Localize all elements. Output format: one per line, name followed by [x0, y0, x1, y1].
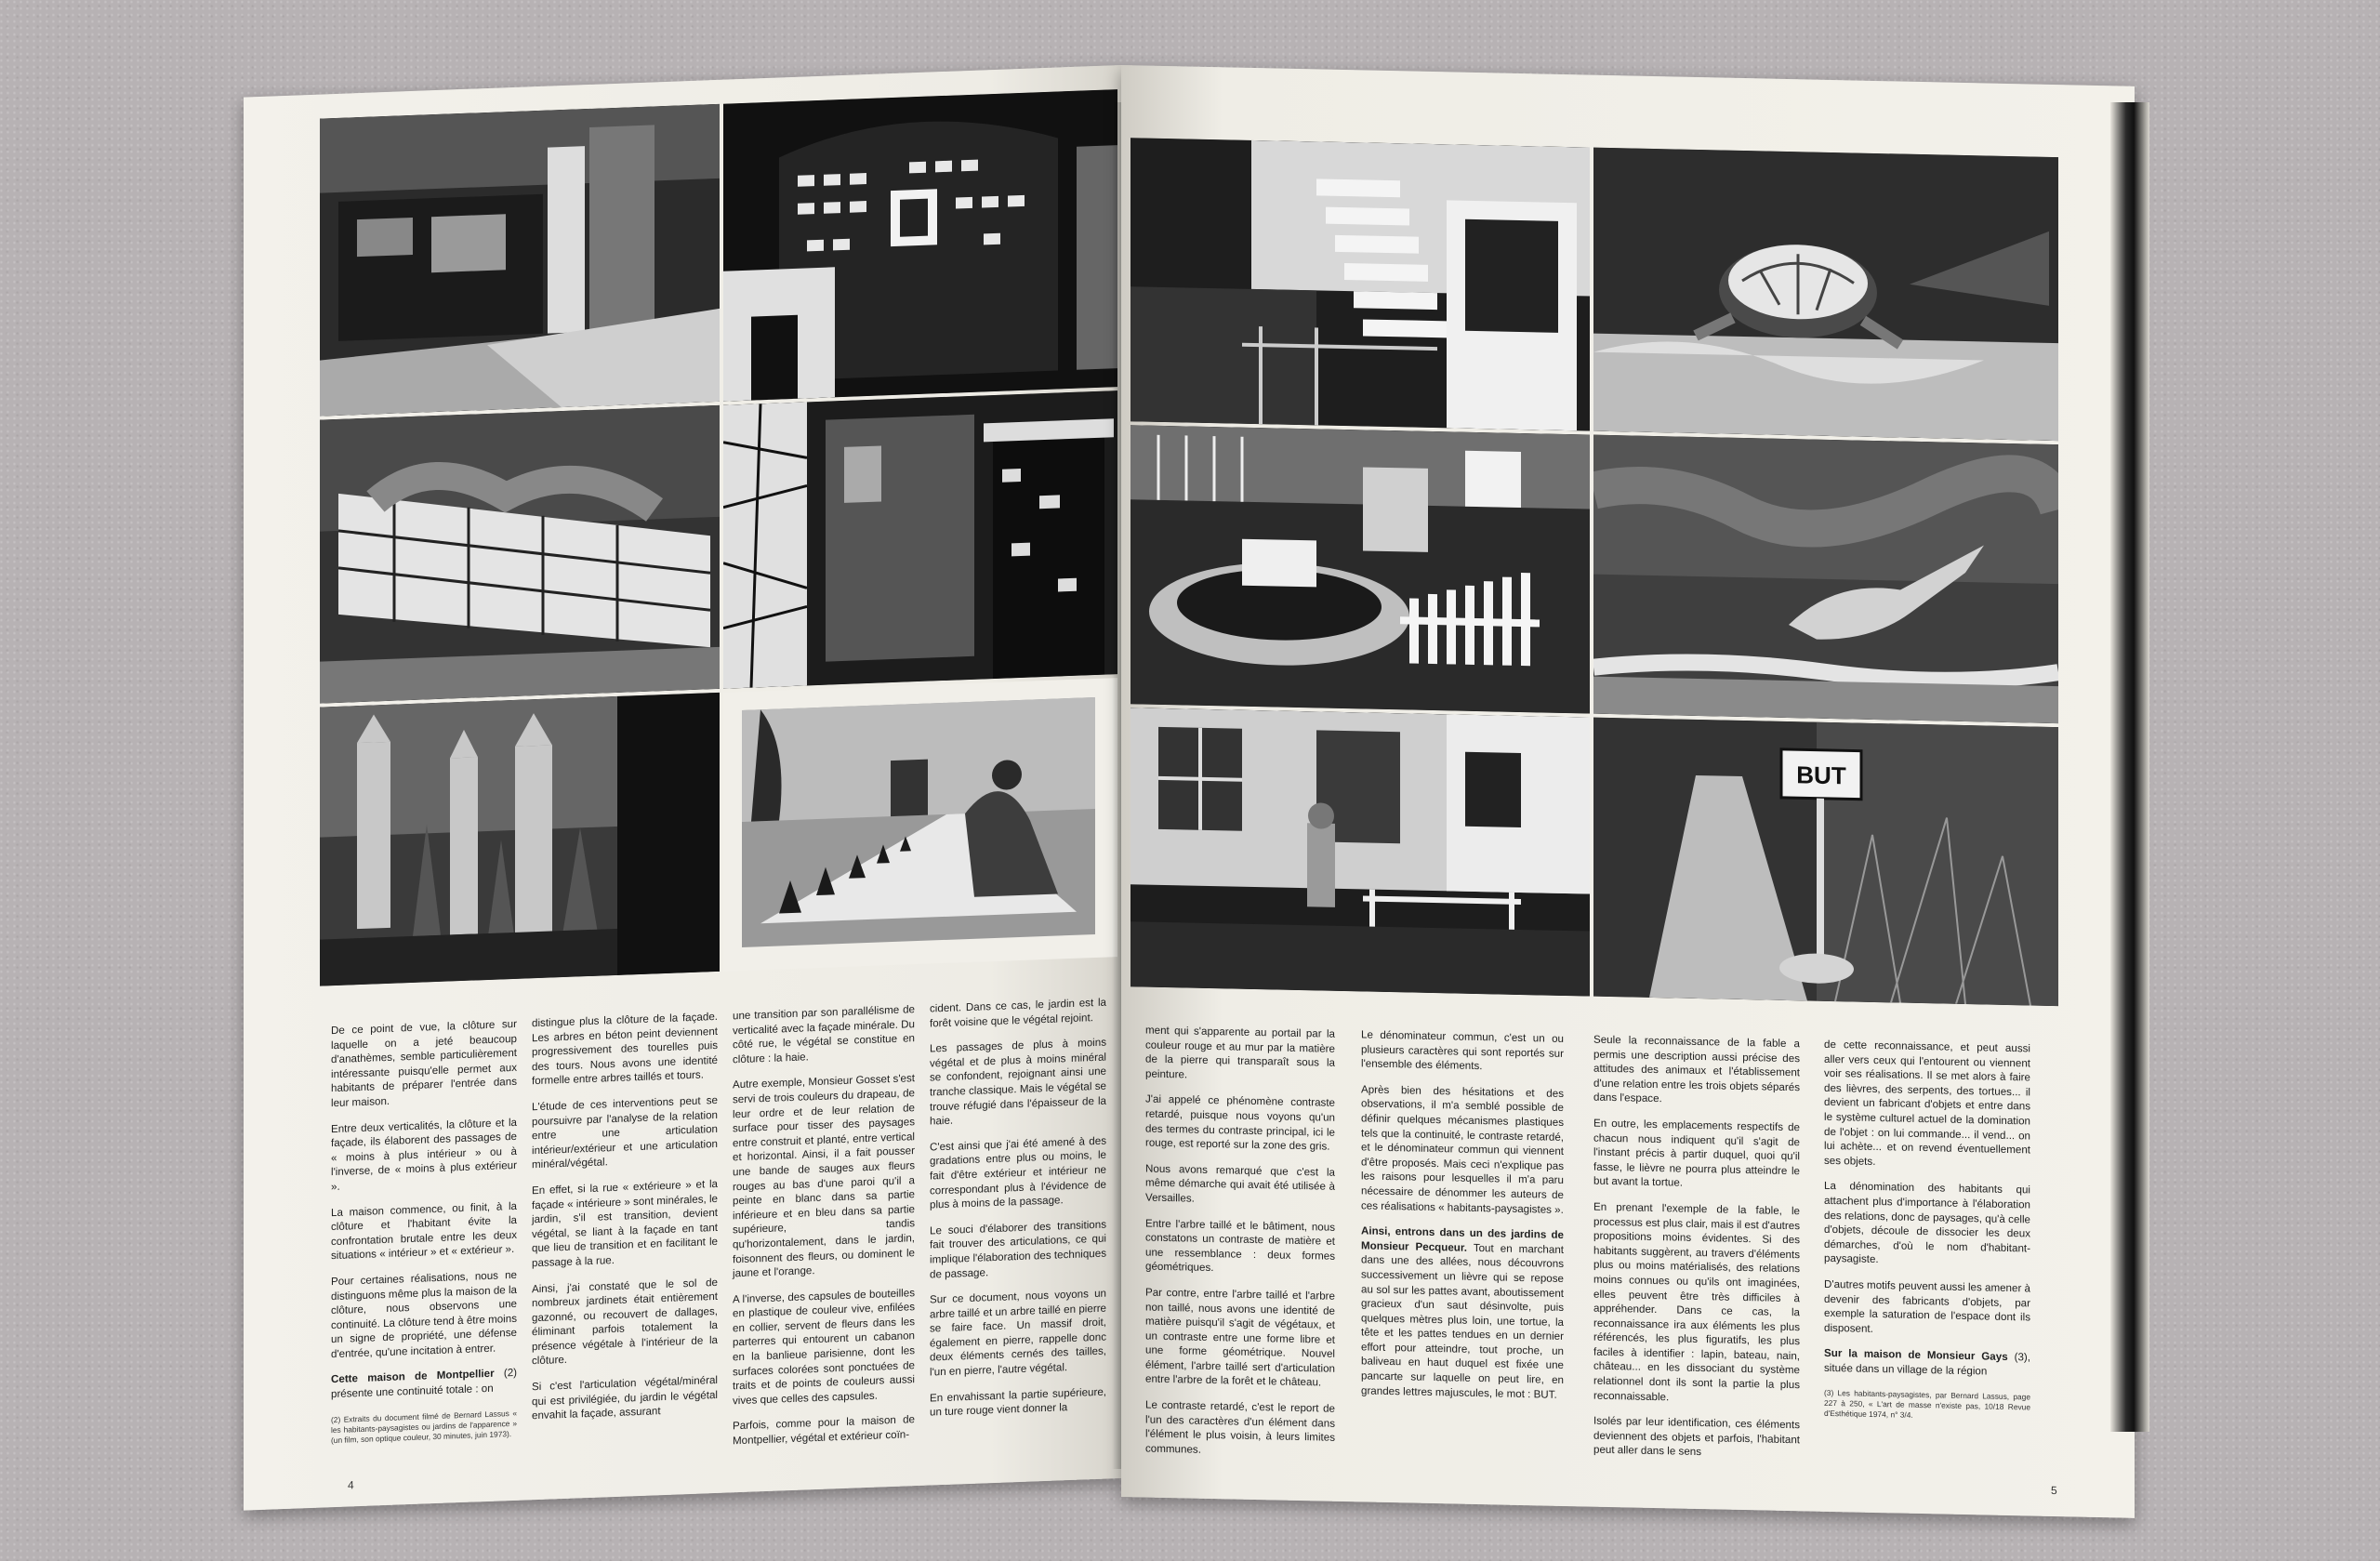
- paragraph: L'étude de ces interventions peut se poursuivre par l'analyse de la relation entre une articulation intérieur/extérieur et une articulation minéral/végétal.: [532, 1093, 718, 1171]
- left-column-2: [532, 1010, 718, 1435]
- photo-white-stairs-fence: [1130, 138, 1590, 430]
- paragraph: Ainsi, j'ai constaté que le sol de nombreux jardinets était entièrement gazonné, ou recouvert de dallages, éliminant parfois totalement la présence végétale à l'intérieur de la clôture.: [532, 1276, 718, 1368]
- paragraph: Si c'est l'articulation végétal/minéral qui est privilégiée, du jardin le végétal envahit la façade, assurant: [532, 1373, 718, 1422]
- paragraph: J'ai appelé ce phénomène contraste retardé, puisque nous voyons qu'un des termes du contraste principal, ici le rouge, est reporté sur la zone des gris.: [1145, 1092, 1335, 1153]
- heading-continuation: , située dans un village de la région: [1824, 1351, 2030, 1378]
- section-paragraph: [1824, 1346, 2030, 1380]
- left-column-4: [930, 996, 1106, 1432]
- paragraph: En effet, si la rue « extérieure » et la façade « intérieure » sont minérales, le jardin, s'il est transition, devient végétal, se liant à la façade en tant que lieu de transition et en facilitant le passage à la rue.: [532, 1177, 718, 1270]
- photo-tortoise-sculpture: [1593, 148, 2058, 441]
- paragraph: Parfois, comme pour la maison de Montpellier, végétal et extérieur coïn-: [733, 1413, 915, 1448]
- photo-hare-sculpture: [1593, 435, 2058, 723]
- paragraph: Nous avons remarqué que c'est la même démarche qui avait été utilisée à Versailles.: [1145, 1162, 1335, 1205]
- paragraph: Pour certaines réalisations, nous ne distinguons même plus la maison de la clôture, nous observons une continuité. La clôture tend à être moins un signe de propriété, une défense d'entrée, qu'une incitation à entrer.: [331, 1268, 517, 1361]
- paragraph: Le contraste retardé, c'est le report de l'un des caractères d'un élément dans l'élément le plus voisin, à leurs limites communes.: [1145, 1398, 1335, 1456]
- paragraph: En prenant l'exemple de la fable, le processus est plus clair, mais il est d'autres propositions moins évidentes. Si des habitants suggèrent, au travers d'éléments plus ou moins matérialisés, des relations moins connues ou qu'ils ont imaginées, elles peuvent être très difficiles à appréhender. Dans ce cas, la reconnaissance ira aux éléments les plus référencés, les plus figuratifs, les plus faciles à identifier : lapin, bateau, nain, château... en les dissociant du système relationnel dont ils sont la partie la plus reconnaissable.: [1593, 1200, 1800, 1403]
- paragraph: cident. Dans ce cas, le jardin est la forêt voisine que le végétal rejoint.: [930, 996, 1106, 1030]
- paragraph: D'autres motifs peuvent aussi les amener à devenir des fabricants d'objets, par exemple la saturation de l'espace dont ils disposent.: [1824, 1277, 2030, 1335]
- paragraph: ment qui s'apparente au portail par la couleur rouge et au mur par la matière de la pierre qui transparaît sous la peinture.: [1145, 1024, 1335, 1081]
- photo-house-with-figure: [1130, 708, 1590, 996]
- photo-but-sign-path: [1593, 718, 2058, 1006]
- photo-fountain-basin-fence: [1130, 425, 1590, 713]
- photo-brick-painted-planter: [320, 405, 720, 704]
- paragraph: distingue plus la clôture de la façade. Les arbres en béton peint deviennent progressivement des tourelles puis des tours. Nous avons une identité formelle entre arbres taillés et tours.: [532, 1010, 718, 1088]
- paragraph: Seule la reconnaissance de la fable a permis une description aussi précise des attitudes des animaux et l'établissement d'une relation entre les trois objets séparés dans l'espace.: [1593, 1033, 1800, 1105]
- paragraph: La maison commence, ou finit, à la clôture et l'habitant évite la confrontation brutale entre les deux situations « intérieur » et « extérieur ».: [331, 1199, 517, 1263]
- footnote-ref: (2): [503, 1367, 517, 1380]
- paragraph: Les passages de plus à moins végétal et de plus à moins minéral se confondent, rejoignant ainsi une tranche classique. Mais le végétal se trouve réfugié dans l'épaisseur de la haie.: [930, 1036, 1106, 1128]
- section-heading: Ainsi, entrons dans un des jardins de Monsieur Pecqueur.: [1361, 1224, 1564, 1254]
- paragraph: En outre, les emplacements respectifs de chacun nous indiquent qu'il s'agit de l'instant précis à partir duquel, quoi qu'il fasse, le lièvre ne pourra plus atteindre le but avant la tortue.: [1593, 1117, 1800, 1189]
- section-heading: Cette maison de Montpellier: [331, 1368, 495, 1386]
- right-column-2: [1361, 1027, 1564, 1413]
- right-column-3: [1593, 1033, 1800, 1474]
- photo-garden-fence-facade: [320, 104, 720, 417]
- paragraph: Sur ce document, nous voyons un arbre taillé et un arbre taillé en pierre se faire face. Un massif droit, également en pierre, rappelle donc deux éléments cernés des tailles, l'un en pierre, l'autre végétal.: [930, 1287, 1106, 1379]
- left-column-1: [331, 1017, 517, 1446]
- section-paragraph: [1361, 1224, 1564, 1403]
- paragraph: une transition par son parallélisme de verticalité avec la façade minérale. Du côté rue, le végétal se constitue en clôture : la haie.: [733, 1003, 915, 1066]
- paragraph: La dénomination des habitants qui attachent plus d'importance à l'élaboration des relations, donc de paysages, qu'à celle d'objets, découle de dissocier les deux démarches, d'où le nom d'habitant-paysagiste.: [1824, 1180, 2030, 1266]
- paragraph: Le souci d'élaborer des transitions fait trouver des articulations, ce qui implique l'élaboration des techniques de passage.: [930, 1218, 1106, 1281]
- paragraph: Entre deux verticalités, la clôture et la façade, ils élaborent des passages de « moins à plus intérieur » ou à l'inverse, de « moins à plus extérieur ».: [331, 1116, 517, 1194]
- page-number: 5: [2051, 1483, 2057, 1498]
- section-paragraph: [331, 1366, 517, 1402]
- paragraph: Après bien des hésitations et des observations, il m'a semblé possible de définir quelques mécanismes plastiques tels que la continuité, le contraste retardé, et le dénominateur commun qui viennent d'être proposés. Mais ceci n'explique pas les raisons pour lesquelles il m'a paru nécessaire de dénommer les auteurs de ces réalisations « habitants-paysagistes ».: [1361, 1083, 1564, 1216]
- heading-continuation: présente une continuité totale : on: [331, 1382, 494, 1401]
- paragraph: Par contre, entre l'arbre taillé et l'arbre non taillé, nous avons une identité de matière puisqu'il s'agit de végétaux, et un contraste entre une forme libre et une forme géométrique. Nouvel élément, l'arbre taillé sert d'articulation entre l'arbre de la forêt et le château.: [1145, 1286, 1335, 1389]
- paragraph: Entre l'arbre taillé et le bâtiment, nous constatons un contraste de matière et une ressemblance : deux formes géométriques.: [1145, 1217, 1335, 1275]
- right-column-4: [1824, 1038, 2030, 1423]
- paragraph: A l'inverse, des capsules de bouteilles en plastique de couleur vive, enfilées en collier, servent de fleurs dans les parterres qui entourent un cabanon en la banlieue parisienne, dont les surfaces colorées sont ponctuées de traits et de points de couleurs aussi vives que celles des capsules.: [733, 1286, 915, 1408]
- photo-concrete-tree-towers: [320, 693, 720, 986]
- right-column-1: [1145, 1024, 1335, 1472]
- footnote: (2) Extraits du document filmé de Bernard Lassus « les habitants-paysagistes ou jardins de l'apparence » (un film, son optique couleur, 30 minutes, juin 1973).: [331, 1408, 517, 1445]
- paragraph: Isolés par leur identification, ces éléments deviennent des objets et parfois, l'habitant peut aller dans le sens: [1593, 1414, 1800, 1459]
- right-page: [1121, 65, 2135, 1518]
- next-page-edge: [2110, 102, 2149, 1432]
- left-column-3: [733, 1002, 915, 1460]
- photo-painted-gate-pillar: [723, 390, 1117, 689]
- paragraph: De ce point de vue, la clôture sur laquelle on a jeté beaucoup d'anathèmes, semble particulièrement intéressante puisqu'elle permet aux habitants de préparer l'entrée dans leur maison.: [331, 1017, 517, 1110]
- but-sign-text: BUT: [1796, 761, 1846, 790]
- paragraph: Autre exemple, Monsieur Gosset s'est servi de trois couleurs du drapeau, de leur ordre et de leur relation de surface pour tisser des paysages entre construit et planté, entre vertical et horizontal. Ainsi, il a fait pousser une bande de sauges aux fleurs rouges au bas d'une paroi qu'il a peinte en blanc dans sa partie inférieure et en bleu dans sa partie supérieure, tandis qu'horizontalement, dans le jardin, foisonnent des fleurs, ou dominent le jaune et l'orange.: [733, 1072, 915, 1280]
- paragraph: Le dénominateur commun, c'est un ou plusieurs caractères qui sont reportés sur l'ensemble des éléments.: [1361, 1028, 1564, 1073]
- paragraph: de cette reconnaissance, et peut aussi aller vers ceux qui l'entourent ou viennent voir ses réalisations. Il se met alors à faire des lièvres, des serpents, des tortues... il devient un fabricant d'objets et entre dans le système culturel actuel de la domination de l'objet : on lui commande... il vend... on lui achète... et on revend éventuellement ses objets.: [1824, 1038, 2030, 1168]
- left-page: [244, 65, 1121, 1511]
- footnote: (3) Les habitants-paysagistes, par Bernard Lassus, page 227 à 250, « L'art de masse n'existe pas, 10/18 Revue d'Esthétique 1974, n° 3/4.: [1824, 1388, 2030, 1421]
- paragraph-text: Tout en marchant dans une des allées, nous découvrons successivement un lièvre qui se repose au sol sur les pattes avant, aboutissement gracieux d'un saut désinvolte, puis quelques mètres plus loin, une tortue, la tête et les pattes tendues en un dernier effort pour atteindre, tout proche, un baliveau en haut duquel est fixée une pancarte sur laquelle on peut lire, en grandes lettres majuscules, le mot : BUT.: [1361, 1241, 1565, 1401]
- paragraph: C'est ainsi que j'ai été amené à des gradations entre plus ou moins, le fait d'être extérieur et intérieur ne correspondant plus à l'évidence de plus à moins de la passage.: [930, 1134, 1106, 1211]
- section-heading: Sur la maison de Monsieur Gays: [1824, 1347, 2008, 1364]
- photo-cone-path-statue: [723, 678, 1117, 972]
- footnote-ref: (3): [2014, 1351, 2028, 1364]
- paragraph: En envahissant la partie supérieure, un ture rouge vient donner la: [930, 1385, 1106, 1419]
- page-number: 4: [348, 1478, 354, 1492]
- photo-painted-tower-house: [723, 89, 1117, 402]
